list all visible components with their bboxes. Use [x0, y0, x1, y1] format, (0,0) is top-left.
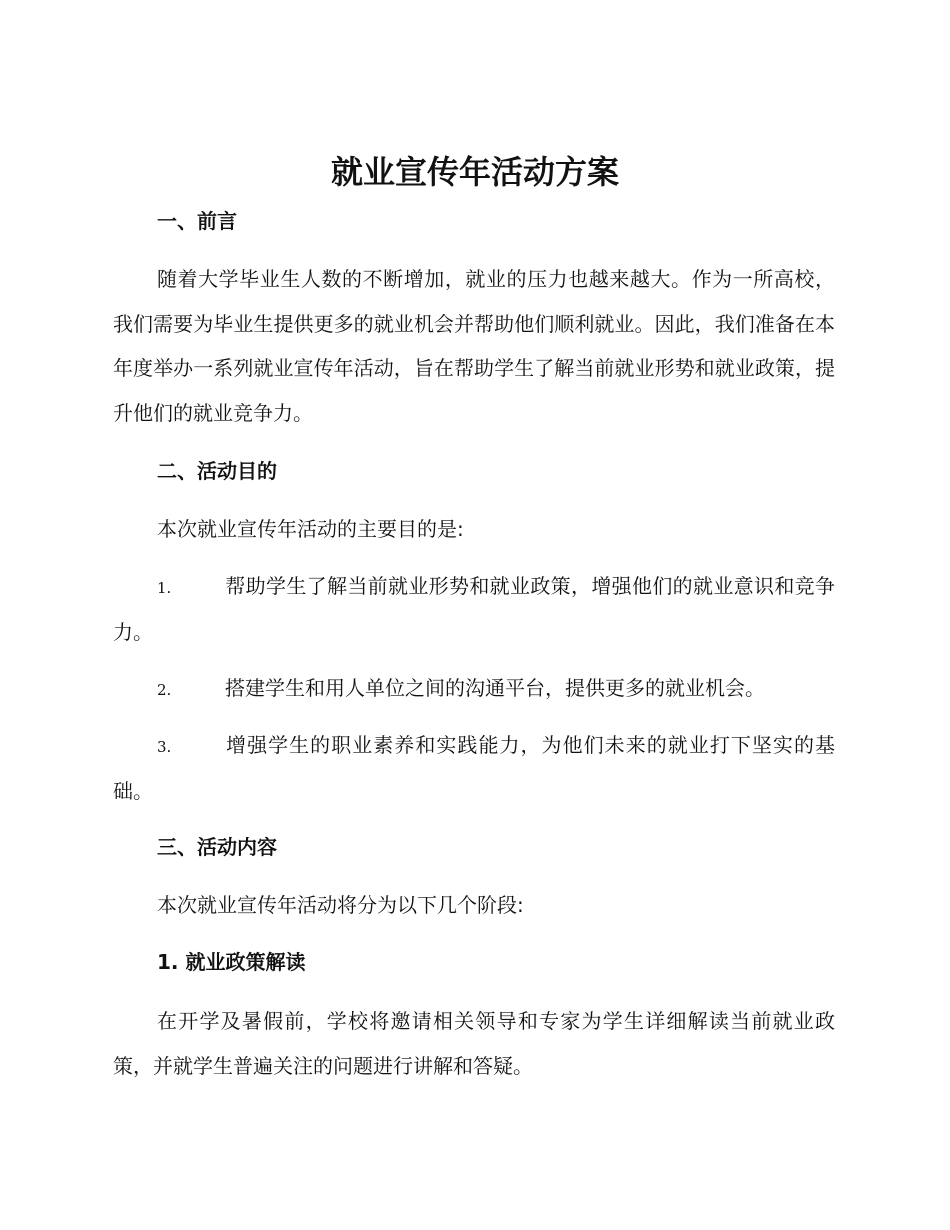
- content-intro: 本次就业宣传年活动将分为以下几个阶段:: [157, 893, 524, 917]
- list-item-number: 1.: [157, 579, 172, 597]
- list-item-number: 2.: [157, 681, 172, 699]
- purpose-intro: 本次就业宣传年活动的主要目的是:: [157, 517, 464, 541]
- stage-heading-policy: 1. 就业政策解读: [157, 950, 306, 974]
- purpose-list-item: [113, 723, 835, 813]
- section-heading-content: 三、活动内容: [157, 835, 277, 859]
- list-item-number: 3.: [157, 738, 172, 756]
- section-heading-purpose: 二、活动目的: [157, 459, 277, 483]
- preface-paragraph: 随着大学毕业生人数的不断增加，就业的压力也越来越大。作为一所高校，我们需要为毕业生提供更多的就业机会并帮助他们顺利就业。因此，我们准备在本年度举办一系列就业宣传年活动，旨在帮助学生了解当前就业形势和就业政策，提升他们的就业竞争力。: [113, 267, 835, 425]
- section-heading-preface: 一、前言: [157, 209, 237, 233]
- list-item-text: 搭建学生和用人单位之间的沟通平台，提供更多的就业机会。: [225, 676, 765, 700]
- stage-policy-paragraph: 在开学及暑假前，学校将邀请相关领导和专家为学生详细解读当前就业政策，并就学生普遍关注的问题进行讲解和答疑。: [113, 1009, 835, 1078]
- document-title: 就业宣传年活动方案: [330, 153, 619, 191]
- list-item-text: 帮助学生了解当前就业形势和就业政策，增强他们的就业意识和竞争力。: [113, 574, 835, 644]
- purpose-list-item: [113, 564, 835, 654]
- purpose-list-item: [113, 666, 835, 712]
- list-item-text: 增强学生的职业素养和实践能力，为他们未来的就业打下坚实的基础。: [113, 733, 835, 803]
